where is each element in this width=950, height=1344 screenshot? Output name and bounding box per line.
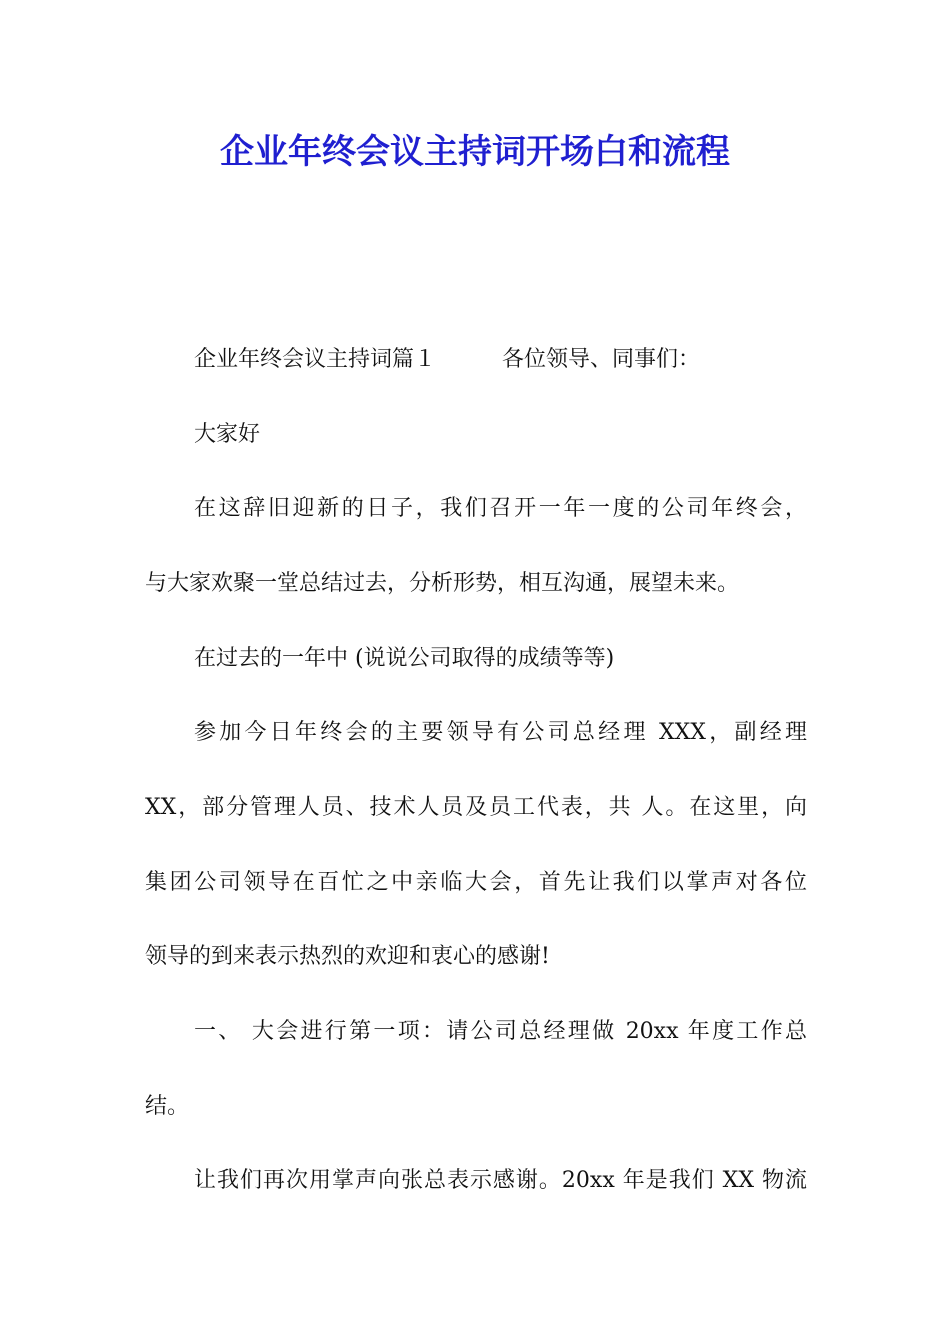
body-line: XX，部分管理人员、技术人员及员工代表，共 人。在这里，向 — [145, 795, 807, 820]
body-line: 与大家欢聚一堂总结过去，分析形势，相互沟通，展望未来。 — [145, 571, 740, 596]
body-line: 一、 大会进行第一项：请公司总经理做 20xx 年度工作总 — [194, 1019, 807, 1044]
body-line: 领导的到来表示热烈的欢迎和衷心的感谢! — [145, 944, 550, 969]
body-line: 在过去的一年中 (说说公司取得的成绩等等) — [194, 646, 615, 671]
body-line: 让我们再次用掌声向张总表示感谢。20xx 年是我们 XX 物流 — [194, 1168, 807, 1193]
body-line: 集团公司领导在百忙之中亲临大会，首先让我们以掌声对各位 — [145, 870, 807, 895]
body-line: 企业年终会议主持词篇１ 各位领导、同事们： — [194, 347, 701, 372]
body-line: 参加今日年终会的主要领导有公司总经理 XXX，副经理 — [194, 720, 807, 745]
body-line: 在这辞旧迎新的日子，我们召开一年一度的公司年终会， — [194, 496, 807, 521]
document-title: 企业年终会议主持词开场白和流程 — [220, 132, 730, 172]
body-line: 结。 — [145, 1094, 190, 1119]
body-line: 大家好 — [194, 422, 261, 447]
